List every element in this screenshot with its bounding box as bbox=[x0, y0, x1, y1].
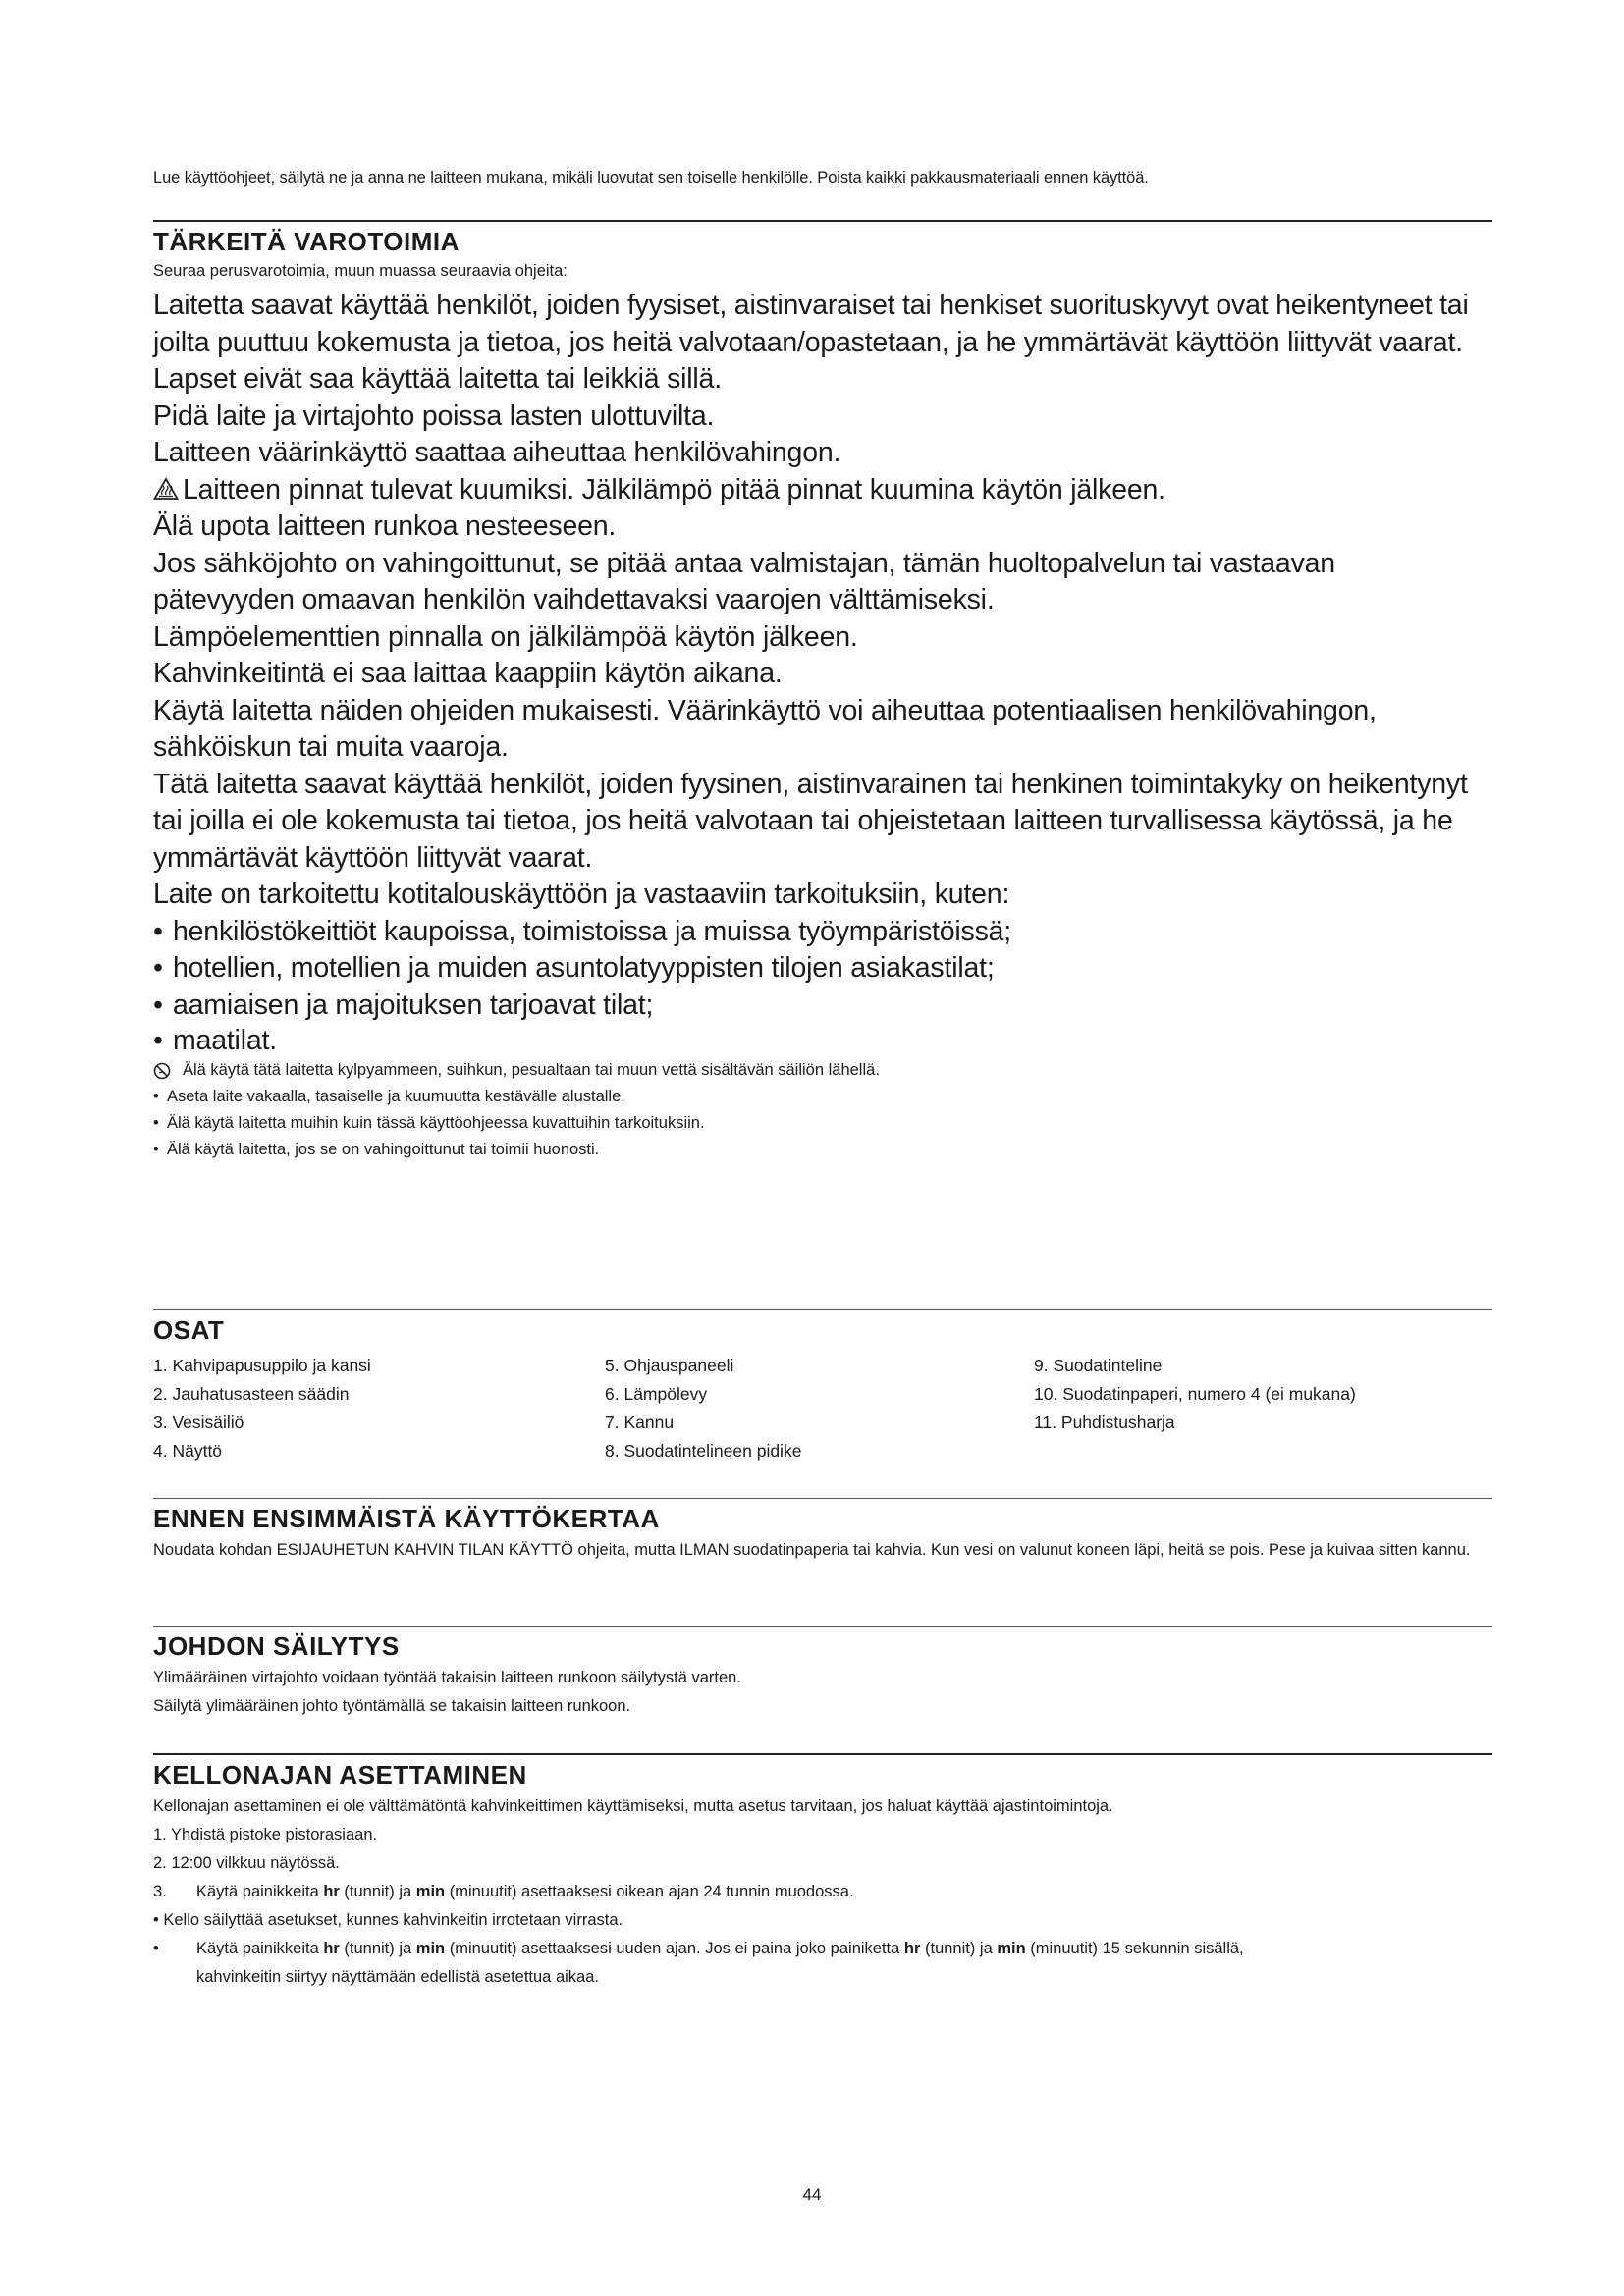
safety-section bbox=[153, 220, 1492, 1163]
safety-subtitle: Seuraa perusvarotoimia, muun muassa seuraavia ohjeita: bbox=[153, 262, 568, 280]
first-use-text: Noudata kohdan ESIJAUHETUN KAHVIN TILAN KÄYTTÖ ohjeita, mutta ILMAN suodatinpaperia tai kahvia. Kun vesi on valunut koneen läpi, heitä se pois. Pese ja kuivaa sitten kannu. bbox=[153, 1541, 1471, 1559]
first-use-heading: ENNEN ENSIMMÄISTÄ KÄYTTÖKERTAA bbox=[153, 1504, 660, 1533]
clock-intro: Kellonajan asettaminen ei ole välttämätöntä kahvinkeittimen käyttämiseksi, mutta asetus tarvitaan, jos haluat käyttää ajastintoimintoja. bbox=[153, 1797, 1113, 1815]
part-item: 6. Lämpölevy bbox=[605, 1384, 708, 1404]
safety-paragraph: Tätä laitetta saavat käyttää henkilöt, joiden fyysinen, aistinvarainen tai henkinen toimintakyky on heikentynyt tai joilla ei ole kokemusta tai tietoa, jos heitä valvotaan tai ohjeistetaan laitteen turvallisessa käytössä, ja he ymmärtävät käyttöön liittyvät vaarat. bbox=[153, 768, 1468, 874]
use-list-item-text: maatilat. bbox=[173, 1025, 277, 1056]
clock-section bbox=[153, 1753, 1492, 1992]
use-list-item: • maatilat. bbox=[153, 1025, 277, 1056]
parts-column bbox=[153, 1352, 605, 1466]
safety-paragraph: Kahvinkeitintä ei saa laittaa kaappiin käytön aikana. bbox=[153, 658, 783, 689]
parts-column bbox=[605, 1352, 1034, 1466]
intro-text: Lue käyttöohjeet, säilytä ne ja anna ne laitteen mukana, mikäli luovutat sen toiselle henkilölle. Poista kaikki pakkausmateriaali ennen käyttöä. bbox=[153, 169, 1149, 187]
hot-surface-warning-icon bbox=[153, 477, 183, 501]
clock-step-number: 3. bbox=[153, 1883, 167, 1900]
safety-paragraph: Laitetta saavat käyttää henkilöt, joiden fyysiset, aistinvaraiset tai henkiset suorituskyvyt ovat heikentyneet tai joilta puuttuu kokemusta ja tietoa, jos heitä valvotaan/opastetaan, ja he ymmärtävät käyttöön liittyvät vaarat. bbox=[153, 290, 1469, 358]
safety-paragraph: Lapset eivät saa käyttää laitetta tai leikkiä sillä. bbox=[153, 363, 722, 395]
cord-text-1: Ylimääräinen virtajohto voidaan työntää takaisin laitteen runkoon säilytystä varten. bbox=[153, 1669, 741, 1686]
use-list-item-text: henkilöstökeittiöt kaupoissa, toimistoissa ja muissa työympäristöissä; bbox=[173, 915, 1012, 947]
small-bullet-text: Aseta laite vakaalla, tasaiselle ja kuumuutta kestävälle alustalle. bbox=[167, 1088, 625, 1105]
parts-column bbox=[1034, 1352, 1486, 1466]
small-bullet: • Älä käytä laitetta muihin kuin tässä käyttöohjeessa kuvattuihin tarkoituksiin. bbox=[153, 1110, 1492, 1137]
parts-heading: OSAT bbox=[153, 1315, 225, 1345]
small-bullet: • Älä käytä laitetta, jos se on vahingoittunut tai toimii huonosti. bbox=[153, 1137, 1492, 1163]
safety-paragraph: Älä upota laitteen runkoa nesteeseen. bbox=[153, 510, 617, 542]
parts-list bbox=[153, 1352, 1492, 1466]
use-list-item: • hotellien, motellien ja muiden asuntolatyyppisten tilojen asiakastilat; bbox=[153, 950, 1492, 988]
clock-step: 2. 12:00 vilkkuu näytössä. bbox=[153, 1854, 340, 1872]
small-bullet-text: Älä käytä laitetta, jos se on vahingoittunut tai toimii huonosti. bbox=[167, 1141, 600, 1158]
use-list-item-text: hotellien, motellien ja muiden asuntolatyyppisten tilojen asiakastilat; bbox=[173, 952, 995, 984]
bath-warning-text: Älä käytä tätä laitetta kylpyammeen, suihkun, pesualtaan tai muun vettä sisältävän säiliön lähellä. bbox=[183, 1061, 880, 1079]
use-list-item: • henkilöstökeittiöt kaupoissa, toimistoissa ja muissa työympäristöissä; bbox=[153, 914, 1492, 951]
part-item: 7. Kannu bbox=[605, 1413, 675, 1432]
safety-paragraph: Jos sähköjohto on vahingoittunut, se pitää antaa valmistajan, tämän huoltopalvelun tai vastaavan pätevyyden omaavan henkilön vaihdettavaksi vaarojen välttämiseksi. bbox=[153, 547, 1335, 615]
cord-section bbox=[153, 1626, 1492, 1721]
clock-bullet: • Kello säilyttää asetukset, kunnes kahvinkeitin irrotetaan virrasta. bbox=[153, 1911, 623, 1929]
safety-heading: TÄRKEITÄ VAROTOIMIA bbox=[153, 227, 460, 256]
part-item: 1. Kahvipapusuppilo ja kansi bbox=[153, 1356, 371, 1375]
page-number: 44 bbox=[802, 2185, 822, 2204]
first-use-section bbox=[153, 1498, 1492, 1565]
cord-heading: JOHDON SÄILYTYS bbox=[153, 1631, 400, 1661]
use-list-item: • aamiaisen ja majoituksen tarjoavat tilat; bbox=[153, 988, 1492, 1025]
clock-bullet-2: • Käytä painikkeita hr (tunnit) ja min (minuutit) asettaaksesi uuden ajan. Jos ei paina joko painiketta hr (tunnit) ja min (minuutit) 15 sekunnin sisällä, kahvinkeitin siirtyy näyttämään edellistä asetettua aikaa. bbox=[153, 1935, 1492, 1992]
safety-paragraph: Laitteen väärinkäyttö saattaa aiheuttaa henkilövahingon. bbox=[153, 437, 841, 468]
small-bullet: • Aseta laite vakaalla, tasaiselle ja kuumuutta kestävälle alustalle. bbox=[153, 1084, 1492, 1110]
part-item: 2. Jauhatusasteen säädin bbox=[153, 1384, 350, 1404]
no-water-icon bbox=[153, 1057, 177, 1084]
part-item: 10. Suodatinpaperi, numero 4 (ei mukana) bbox=[1034, 1384, 1356, 1404]
safety-paragraph: Käytä laitetta näiden ohjeiden mukaisesti. Väärinkäyttö voi aiheuttaa potentiaalisen henkilövahingon, sähköiskun tai muita vaaroja. bbox=[153, 694, 1377, 763]
safety-body bbox=[153, 288, 1492, 1057]
part-item: 4. Näyttö bbox=[153, 1441, 223, 1461]
clock-step-3 bbox=[153, 1878, 1492, 1906]
part-item: 8. Suodatintelineen pidike bbox=[605, 1441, 802, 1461]
clock-heading: KELLONAJAN ASETTAMINEN bbox=[153, 1760, 527, 1789]
parts-section bbox=[153, 1309, 1492, 1466]
clock-bullet-2-text: Käytä painikkeita hr (tunnit) ja min (minuutit) asettaaksesi uuden ajan. Jos ei paina joko painiketta hr (tunnit) ja min (minuutit) 15 sekunnin sisällä, kahvinkeitin siirtyy näyttämään edellistä asetettua aikaa. bbox=[196, 1940, 1244, 1986]
clock-step: 1. Yhdistä pistoke pistorasiaan. bbox=[153, 1826, 378, 1843]
part-item: 9. Suodatinteline bbox=[1034, 1356, 1163, 1375]
bath-warning bbox=[153, 1057, 1492, 1084]
use-list-item-text: aamiaisen ja majoituksen tarjoavat tilat; bbox=[173, 988, 654, 1021]
part-item: 11. Puhdistusharja bbox=[1034, 1413, 1175, 1432]
safety-paragraph: Laite on tarkoitettu kotitalouskäyttöön ja vastaaviin tarkoituksiin, kuten: bbox=[153, 879, 1010, 910]
safety-paragraph: Pidä laite ja virtajohto poissa lasten ulottuvilta. bbox=[153, 400, 715, 432]
clock-step-3-text: Käytä painikkeita hr (tunnit) ja min (minuutit) asettaaksesi oikean ajan 24 tunnin muodossa. bbox=[196, 1883, 854, 1900]
part-item: 3. Vesisäiliö bbox=[153, 1413, 244, 1432]
small-bullet-text: Älä käytä laitetta muihin kuin tässä käyttöohjeessa kuvattuihin tarkoituksiin. bbox=[167, 1114, 705, 1132]
hot-surface-warning-text: Laitteen pinnat tulevat kuumiksi. Jälkilämpö pitää pinnat kuumina käytön jälkeen. bbox=[183, 473, 1165, 506]
cord-text-2: Säilytä ylimääräinen johto työntämällä se takaisin laitteen runkoon. bbox=[153, 1697, 631, 1715]
part-item: 5. Ohjauspaneeli bbox=[605, 1356, 734, 1375]
hot-surface-warning bbox=[153, 472, 1492, 509]
safety-paragraph: Lämpöelementtien pinnalla on jälkilämpöä käytön jälkeen. bbox=[153, 620, 858, 653]
